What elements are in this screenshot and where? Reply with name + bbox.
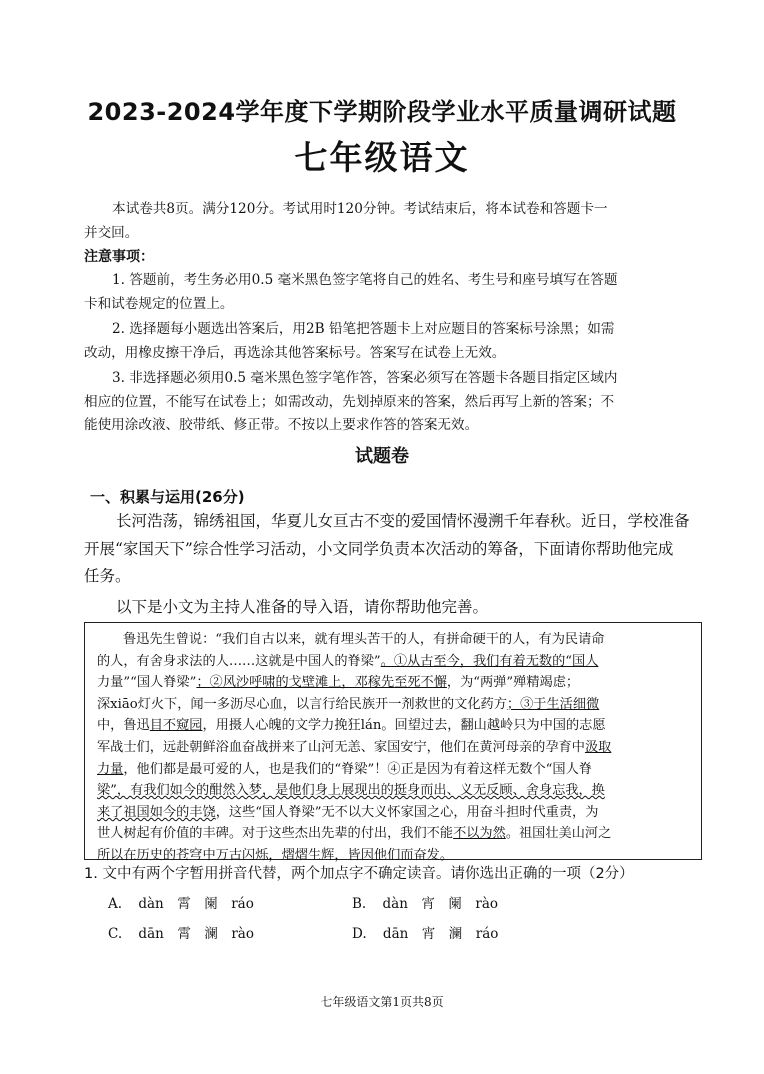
passage-line: 鲁迅先生曾说：“我们自古以来，就有埋头苦干的人，有拼命硬干的人，有为民请命	[123, 632, 605, 647]
notice-item: 能使用涂改液、胶带纸、修正带。不按以上要求作答的答案无效。	[84, 417, 479, 433]
notice-item: 2. 选择题每小题选出答案后，用2B 铅笔把答题卡上对应题目的答案标号涂黑；如需	[112, 321, 615, 337]
section-title: 试题卷	[355, 446, 409, 467]
passage-line: 所以在历史的苍穹中万古闪烁，熠熠生辉，皆因他们而奋发。	[97, 847, 454, 863]
passage-wavy-line: 来了祖国如今的丰饶	[97, 804, 216, 820]
exam-title: 2023-2024学年度下学期阶段学业水平质量调研试题	[87, 98, 677, 126]
passage-wavy-line: 梁”，有我们如今的酣然入梦，是他们身上展现出的挺身而出、义无反顾、舍身忘我，换	[97, 783, 605, 799]
part1-line: 任务。	[84, 567, 131, 585]
question-1-stem: 1. 文中有两个字暂用拼音代替，两个加点字不确定读音。请你选出正确的一项（2分）	[84, 866, 634, 882]
notice-item: 卡和试卷规定的位置上。	[84, 295, 234, 312]
part1-instruction-text: 以下是小文为主持人准备的导入语，请你帮助他完善。	[116, 598, 489, 616]
passage-line: 力量”“国人脊梁”	[97, 675, 197, 691]
option-b[interactable]: B. dàn 宵 阑 rào	[352, 896, 499, 912]
passage-idiom: 不以为然	[453, 826, 506, 842]
passage-line: 中，鲁迅	[97, 718, 150, 734]
intro-paragraph	[84, 198, 688, 245]
passage-box	[84, 622, 702, 863]
passage-underlined: 汲取	[584, 739, 612, 755]
part1-instruction	[84, 594, 690, 622]
part1-line: 长河浩荡，锦绣祖国，华夏儿女亘古不变的爱国情怀漫溯千年春秋。近日，学校准备	[116, 512, 690, 530]
passage-line: 深xiāo灯火下，闻一多沥尽心血，以言行给民族开一剂救世的文化药方	[97, 696, 507, 712]
part1-line: 开展“家国天下”综合性学习活动，小文同学负责本次活动的筹备，下面请你帮助他完成	[84, 539, 674, 558]
notice-list	[84, 269, 688, 438]
notice-item: 1. 答题前，考生务必用0.5 毫米黑色签字笔将自己的姓名、考生号和座号填写在答题	[112, 272, 618, 288]
passage-line: ，他们都是最可爱的人，也是我们的“脊梁”！④正是因为有着这样无数个“国人脊	[123, 761, 592, 777]
notice-item: 相应的位置，不能写在试卷上；如需改动，先划掉原来的答案，然后再写上新的答案；不	[84, 393, 615, 410]
passage-line: 世人树起有价值的丰碑。对于这些杰出先辈的付出，我们不能	[97, 826, 454, 842]
option-d[interactable]: D. dān 宵 澜 ráo	[352, 926, 499, 942]
intro-line: 本试卷共8页。满分120分。考试用时120分钟。考试结束后，将本试卷和答题卡一	[112, 201, 608, 217]
passage-line: 军战士们，远赴朝鲜浴血奋战拼来了山河无恙、家国安宁，他们在黄河母亲的孕育中	[97, 739, 585, 755]
passage-line: 的人，有舍身求法的人……这就是中国人的脊梁”	[97, 653, 381, 669]
passage-underlined: ；③于生活细微	[506, 696, 600, 712]
option-c[interactable]: C. dān 霄 澜 rào	[108, 926, 254, 942]
notice-label: 注意事项：	[84, 249, 154, 265]
notice-item: 改动，用橡皮擦干净后，再选涂其他答案标号。答案写在试卷上无效。	[84, 344, 506, 361]
page-footer: 七年级语文第1页共8页	[320, 995, 444, 1009]
part1-paragraph	[84, 508, 690, 591]
part1-heading: 一、积累与运用(26分)	[90, 488, 245, 506]
passage-underlined: ；②风沙呼啸的戈壁滩上，邓稼先	[196, 675, 395, 691]
passage-idiom: 至死不懈	[394, 675, 447, 691]
notice-item: 3. 非选择题必须用0.5 毫米黑色签字笔作答，答案必须写在答题卡各题目指定区域内	[112, 370, 618, 386]
passage-idiom: 目不窥园	[149, 718, 203, 734]
passage-underlined: 。①从古至今，我们有着无数的“国人	[380, 653, 599, 669]
subject-title: 七年级语文	[294, 138, 470, 177]
option-a[interactable]: A. dàn 霄 阑 ráo	[108, 896, 254, 912]
passage-underlined: 力量	[97, 761, 124, 777]
intro-line: 并交回。	[84, 224, 139, 241]
passage-line: 。祖国壮美山河之	[505, 826, 612, 842]
passage-line: ，这些“国人脊梁”无不以大义怀家国之心，用奋斗担时代重责，为	[215, 804, 599, 820]
passage-line: ，为“两弹”殚精竭虑；	[446, 675, 580, 691]
passage-line: ，用摄人心魄的文学力挽狂lán。回望过去，翻山越岭只为中国的志愿	[202, 718, 606, 734]
